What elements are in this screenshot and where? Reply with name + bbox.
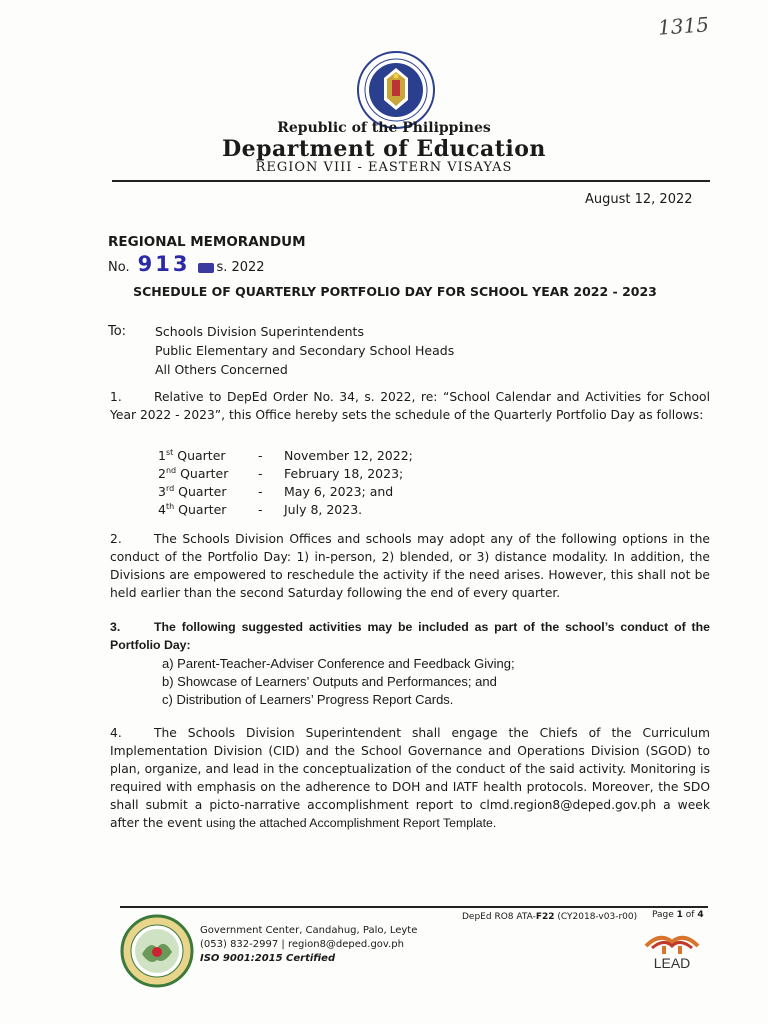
footer-divider xyxy=(120,906,708,908)
document-code: DepEd RO8 ATA-F22 (CY2018-v03-r00) xyxy=(462,912,638,922)
iso-certification: ISO 9001:2015 Certified xyxy=(200,953,336,964)
paragraph-number: 4. xyxy=(110,726,122,740)
memo-subject: SCHEDULE OF QUARTERLY PORTFOLIO DAY FOR SCHOOL YEAR 2022 - 2023 xyxy=(133,284,657,299)
handwritten-number: 1315 xyxy=(657,12,710,40)
quarter-date: July 8, 2023. xyxy=(284,502,363,518)
memo-number: 913 xyxy=(137,252,191,276)
republic-heading: Republic of the Philippines xyxy=(277,120,491,136)
paragraph-bold-tail: using the attached Accomplishment Report Template. xyxy=(206,816,497,830)
recipients-list xyxy=(155,322,454,379)
paragraph-1 xyxy=(110,388,710,424)
memo-number-line xyxy=(108,252,265,276)
memo-label: REGIONAL MEMORANDUM xyxy=(108,234,306,250)
quarter-row: 1st Quarter - November 12, 2022; xyxy=(158,448,413,464)
quarter-date: May 6, 2023; and xyxy=(284,484,394,500)
list-item: b) Showcase of Learners’ Outputs and Performances; and xyxy=(162,674,497,689)
deped-seal-logo xyxy=(356,50,436,130)
quarter-row: 2nd Quarter - February 18, 2023; xyxy=(158,466,404,482)
address-line: Government Center, Candahug, Palo, Leyte xyxy=(200,925,418,936)
ink-scribble xyxy=(198,263,214,273)
paragraph-number: 1. xyxy=(110,390,122,404)
paragraph-number: 2. xyxy=(110,532,122,546)
footer-address xyxy=(200,924,417,966)
lead-logo-text: LEAD xyxy=(653,955,691,971)
paragraph-number: 3. xyxy=(110,620,121,634)
list-item: c) Distribution of Learners’ Progress Report Cards. xyxy=(162,692,454,707)
address-line: (053) 832-2997 | region8@deped.gov.ph xyxy=(200,939,404,950)
recipient-line: All Others Concerned xyxy=(155,362,288,377)
paragraph-3 xyxy=(110,618,710,654)
project-lead-logo xyxy=(640,926,704,972)
page-indicator: Page 1 of 4 xyxy=(652,910,704,920)
paragraph-text: The Schools Division Offices and schools may adopt any of the following options in the conduct of the Portfolio Day: 1) in-person, 2) blended, or 3) distance modality. In addition, the Divisions are empowered to reschedule the activity if the need arises. However, this shall not be held earlier than the second Saturday following the end of every quarter. xyxy=(110,532,710,600)
header-divider xyxy=(112,180,710,182)
quarter-date: February 18, 2023; xyxy=(284,466,404,482)
quarter-row: 3rd Quarter - May 6, 2023; and xyxy=(158,484,394,500)
list-item: a) Parent-Teacher-Adviser Conference and Feedback Giving; xyxy=(162,656,515,671)
recipient-line: Public Elementary and Secondary School Heads xyxy=(155,343,455,358)
memo-no-prefix: No. xyxy=(108,260,130,275)
region-heading: REGION VIII - EASTERN VISAYAS xyxy=(255,160,513,175)
paragraph-text: Relative to DepEd Order No. 34, s. 2022, re: “School Calendar and Activities for School Year 2022 - 2023”, this Office hereby sets the schedule of the Quarterly Portfolio Day as follows: xyxy=(110,390,710,422)
quarter-row: 4th Quarter - July 8, 2023. xyxy=(158,502,363,518)
recipient-line: Schools Division Superintendents xyxy=(155,324,364,339)
activities-list xyxy=(162,655,515,709)
paragraph-text: The Schools Division Superintendent shall engage the Chiefs of the Curriculum Implementation Division (CID) and the School Governance and Operations Division (SGOD) to plan, organize, and lead in the conceptualization of the conduct of the said activity. Monitoring is required with emphasis on the adherence to DOH and IATF health protocols. Moreover, the SDO shall submit a picto-narrative accomplishment report to clmd.region8@deped.gov.ph a week after the event xyxy=(110,726,710,830)
region-seal-logo xyxy=(120,914,194,988)
quarter-date: November 12, 2022; xyxy=(284,448,413,464)
paragraph-4 xyxy=(110,724,710,832)
memo-date: August 12, 2022 xyxy=(585,192,693,207)
recipients-label: To: xyxy=(108,324,127,339)
quarter-schedule xyxy=(158,444,413,516)
paragraph-2 xyxy=(110,530,710,602)
paragraph-text: The following suggested activities may be included as part of the school’s conduct of the Portfolio Day: xyxy=(110,620,710,652)
memo-series: s. 2022 xyxy=(216,260,265,275)
department-heading: Department of Education xyxy=(222,136,546,162)
